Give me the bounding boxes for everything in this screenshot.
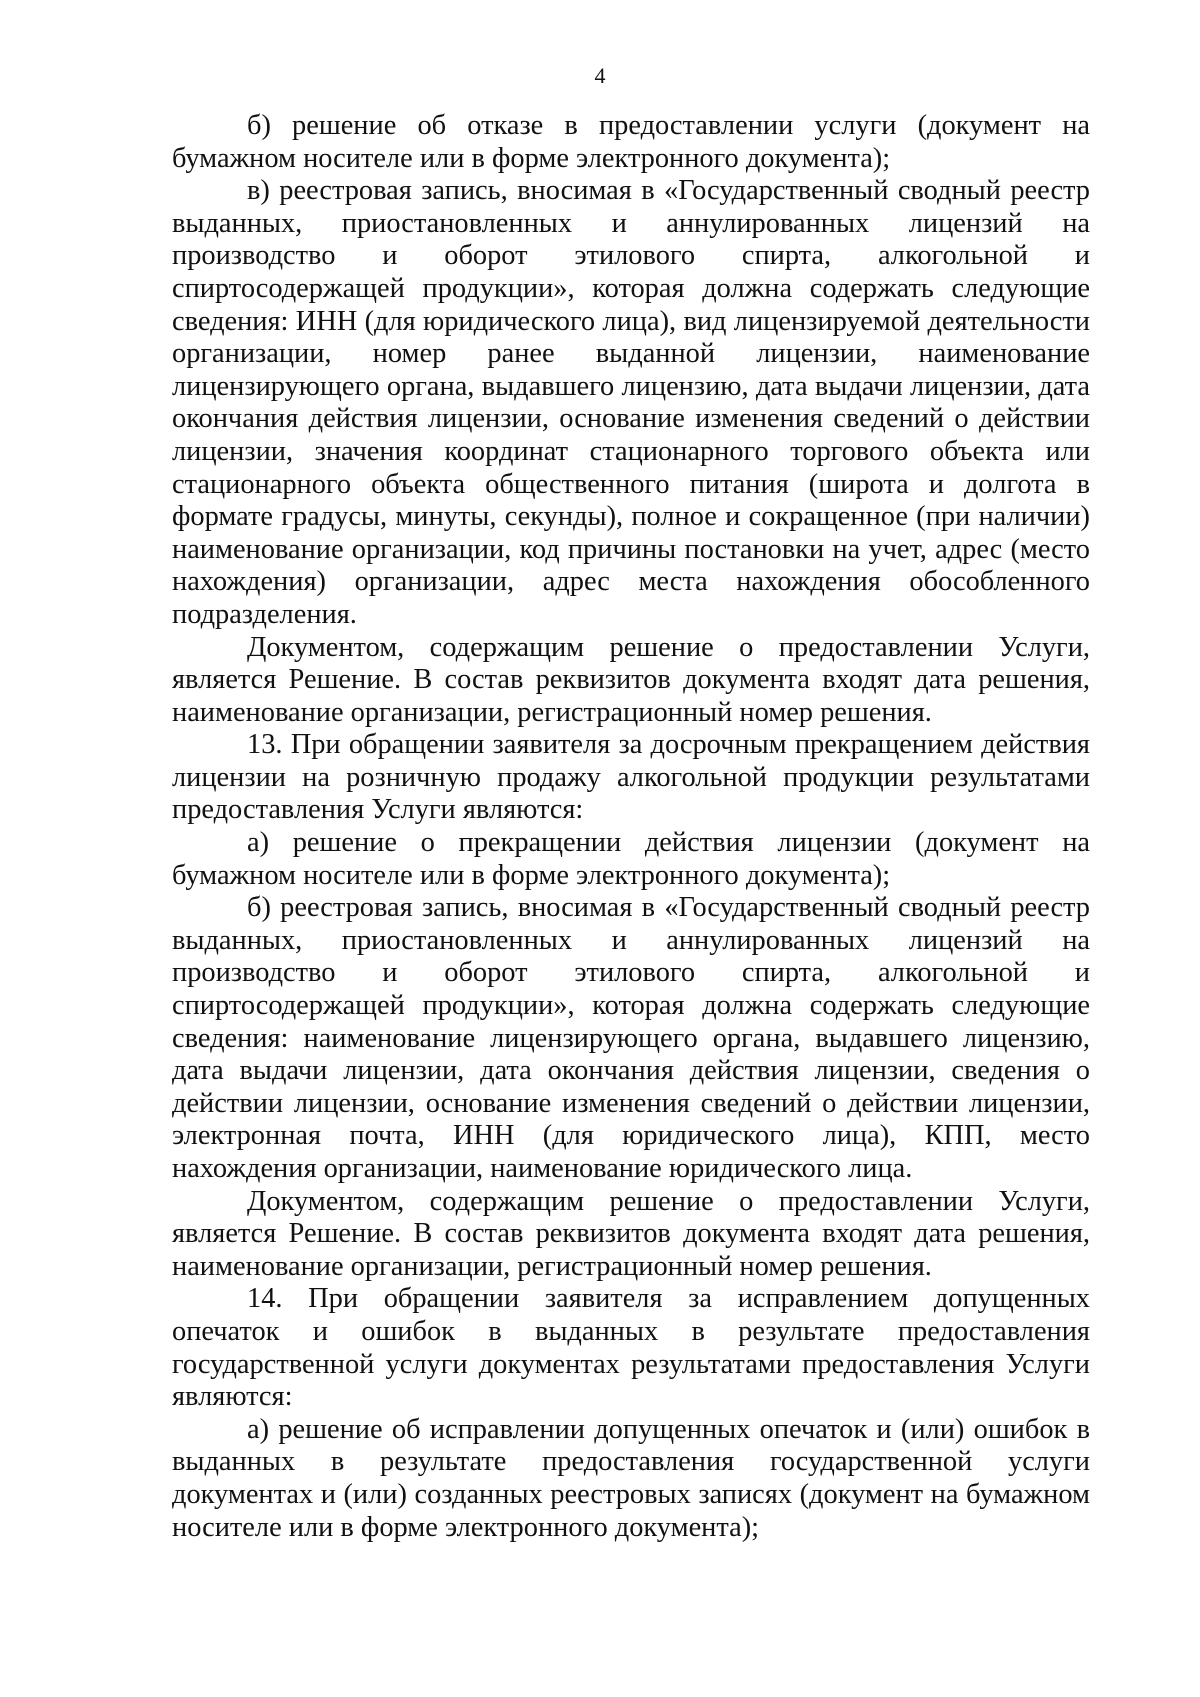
paragraph-clause-14: 14. При обращении заявителя за исправлением допущенных опечаток и ошибок в выданных в результате предоставления государственной услуги документах результатами предоставления Услуги являются: bbox=[172, 1283, 1090, 1413]
paragraph-clause-13: 13. При обращении заявителя за досрочным прекращением действия лицензии на розничную продажу алкогольной продукции результатами предоставления Услуги являются: bbox=[172, 729, 1090, 826]
page-number: 4 bbox=[594, 63, 606, 88]
paragraph-item-v-registry-record: в) реестровая запись, вносимая в «Государственный сводный реестр выданных, приостановленных и аннулированных лицензий на производство и оборот этилового спирта, алкогольной и спиртосодержащей продукции», которая должна содержать следующие сведения: ИНН (для юридического лица), вид лицензируемой деятельности организации, номер ранее выданной лицензии, наименование лицензирующего органа, выдавшего лицензию, дата выдачи лицензии, дата окончания действия лицензии, основание изменения сведений о действии лицензии, значения координат стационарного торгового объекта или стационарного объекта общественного питания (широта и долгота в формате градусы, минуты, секунды), полное и сокращенное (при наличии) наименование организации, код причины постановки на учет, адрес (место нахождения) организации, адрес места нахождения обособленного подразделения. bbox=[172, 175, 1090, 630]
paragraph-item-b-registry-record: б) реестровая запись, вносимая в «Государственный сводный реестр выданных, приостановленных и аннулированных лицензий на производство и оборот этилового спирта, алкогольной и спиртосодержащей продукции», которая должна содержать следующие сведения: наименование лицензирующего органа, выдавшего лицензию, дата выдачи лицензии, дата окончания действия лицензии, сведения о действии лицензии, основание изменения сведений о действии лицензии, электронная почта, ИНН (для юридического лица), КПП, место нахождения организации, наименование юридического лица. bbox=[172, 892, 1090, 1184]
paragraph-item-b-refusal: б) решение об отказе в предоставлении услуги (документ на бумажном носителе или в форме электронного документа); bbox=[172, 110, 1090, 174]
paragraph-item-a-correction: а) решение об исправлении допущенных опечаток и (или) ошибок в выданных в результате предоставления государственной услуги документах и (или) созданных реестровых записях (документ на бумажном носителе или в форме электронного документа); bbox=[172, 1413, 1090, 1543]
document-body bbox=[172, 110, 1090, 1544]
paragraph-item-a-termination: а) решение о прекращении действия лицензии (документ на бумажном носителе или в форме электронного документа); bbox=[172, 827, 1090, 891]
paragraph-decision-document: Документом, содержащим решение о предоставлении Услуги, является Решение. В состав реквизитов документа входят дата решения, наименование организации, регистрационный номер решения. bbox=[172, 631, 1090, 728]
paragraph-decision-document-2: Документом, содержащим решение о предоставлении Услуги, является Решение. В состав реквизитов документа входят дата решения, наименование организации, регистрационный номер решения. bbox=[172, 1185, 1090, 1282]
